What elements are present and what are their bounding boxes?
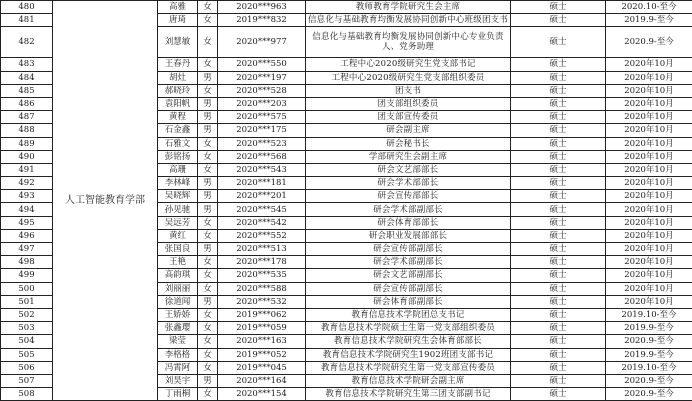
term: 2019.9-至今 <box>606 348 692 361</box>
degree: 硕士 <box>511 374 606 387</box>
gender: 女 <box>198 348 218 361</box>
position: 研会职业发展部部长 <box>306 229 511 242</box>
position: 研会宣传部副部长 <box>306 282 511 295</box>
student-name: 梁莹 <box>158 335 198 348</box>
term: 2020年10月 <box>606 163 692 176</box>
row-number: 481 <box>1 14 53 27</box>
student-name: 徐道闻 <box>158 295 198 308</box>
student-id: 2020***164 <box>218 374 306 387</box>
row-number: 487 <box>1 111 53 124</box>
term: 2020年10月 <box>606 150 692 163</box>
student-name: 彭铭扬 <box>158 150 198 163</box>
position: 教育信息技术学院团总支书记 <box>306 308 511 321</box>
row-number: 486 <box>1 97 53 110</box>
position: 研会体育部副部长 <box>306 295 511 308</box>
degree: 硕士 <box>511 256 606 269</box>
student-id: 2020***523 <box>218 137 306 150</box>
degree: 硕士 <box>511 216 606 229</box>
position: 研会学术部副部长 <box>306 256 511 269</box>
student-name: 刘丽丽 <box>158 282 198 295</box>
degree: 硕士 <box>511 322 606 335</box>
student-name: 冯霄阿 <box>158 361 198 374</box>
student-name: 高韵琪 <box>158 269 198 282</box>
gender: 女 <box>198 269 218 282</box>
position: 研会学术部副部长 <box>306 203 511 216</box>
gender: 男 <box>198 124 218 137</box>
gender: 女 <box>198 308 218 321</box>
gender: 女 <box>198 1 218 14</box>
position: 教育信息技术学院研究生第一党支部宣传委员 <box>306 361 511 374</box>
position: 研会宣传部部长 <box>306 190 511 203</box>
table-row <box>1 1 692 14</box>
term: 2020年10月 <box>606 84 692 97</box>
row-number: 501 <box>1 295 53 308</box>
row-number: 489 <box>1 137 53 150</box>
position: 研会副主席 <box>306 124 511 137</box>
gender: 女 <box>198 229 218 242</box>
student-id: 2019***059 <box>218 322 306 335</box>
degree: 硕士 <box>511 111 606 124</box>
student-id: 2020***963 <box>218 1 306 14</box>
row-number: 491 <box>1 163 53 176</box>
position: 信息化与基础教育均衡发展协同创新中心专业负责人、党务助理 <box>306 27 511 58</box>
term: 2020年10月 <box>606 256 692 269</box>
student-id: 2020***535 <box>218 269 306 282</box>
term: 2020年10月 <box>606 190 692 203</box>
student-name: 郝晓玲 <box>158 84 198 97</box>
term: 2020年10月 <box>606 124 692 137</box>
student-id: 2020***163 <box>218 335 306 348</box>
gender: 男 <box>198 295 218 308</box>
degree: 硕士 <box>511 150 606 163</box>
gender: 女 <box>198 216 218 229</box>
student-name: 丁雨桐 <box>158 388 198 401</box>
row-number: 505 <box>1 348 53 361</box>
term: 2020.9-至今 <box>606 388 692 401</box>
row-number: 493 <box>1 190 53 203</box>
gender: 男 <box>198 190 218 203</box>
row-number: 483 <box>1 58 53 71</box>
degree: 硕士 <box>511 177 606 190</box>
gender: 女 <box>198 58 218 71</box>
degree: 硕士 <box>511 308 606 321</box>
row-number: 495 <box>1 216 53 229</box>
student-id: 2020***201 <box>218 190 306 203</box>
position: 教育信息技术学院研究生第三团支部副书记 <box>306 388 511 401</box>
gender: 女 <box>198 163 218 176</box>
row-number: 485 <box>1 84 53 97</box>
row-number: 482 <box>1 27 53 58</box>
student-name: 高珊 <box>158 163 198 176</box>
row-number: 494 <box>1 203 53 216</box>
student-name: 王娇娇 <box>158 308 198 321</box>
degree: 硕士 <box>511 282 606 295</box>
student-id: 2020***552 <box>218 229 306 242</box>
degree: 硕士 <box>511 190 606 203</box>
student-name: 张鑫璎 <box>158 322 198 335</box>
degree: 硕士 <box>511 203 606 216</box>
student-name: 吴远芳 <box>158 216 198 229</box>
degree: 硕士 <box>511 348 606 361</box>
term: 2020.10-至今 <box>606 1 692 14</box>
student-name: 李格格 <box>158 348 198 361</box>
row-number: 503 <box>1 322 53 335</box>
student-name: 张国良 <box>158 243 198 256</box>
row-number: 480 <box>1 1 53 14</box>
department-cell: 人工智能教育学部 <box>53 1 158 401</box>
position: 研会体育部部长 <box>306 216 511 229</box>
student-id: 2020***154 <box>218 388 306 401</box>
term: 2020.9-至今 <box>606 335 692 348</box>
gender: 女 <box>198 322 218 335</box>
gender: 女 <box>198 14 218 27</box>
position: 研会文艺部副部长 <box>306 269 511 282</box>
position: 工程中心2020级研究生党支部组织委员 <box>306 71 511 84</box>
student-id: 2020***568 <box>218 150 306 163</box>
degree: 硕士 <box>511 71 606 84</box>
student-id: 2020***203 <box>218 97 306 110</box>
student-name: 黄红 <box>158 229 198 242</box>
row-number: 496 <box>1 229 53 242</box>
degree: 硕士 <box>511 243 606 256</box>
student-name: 高雅 <box>158 1 198 14</box>
term: 2019.10-至今 <box>606 308 692 321</box>
term: 2020年10月 <box>606 97 692 110</box>
term: 2020年10月 <box>606 111 692 124</box>
degree: 硕士 <box>511 84 606 97</box>
student-id: 2020***532 <box>218 295 306 308</box>
degree: 硕士 <box>511 124 606 137</box>
gender: 男 <box>198 111 218 124</box>
student-name: 王艳 <box>158 256 198 269</box>
row-number: 488 <box>1 124 53 137</box>
degree: 硕士 <box>511 14 606 27</box>
gender: 男 <box>198 177 218 190</box>
student-name: 石雅文 <box>158 137 198 150</box>
student-name: 刘慧敏 <box>158 27 198 58</box>
student-name: 石金鑫 <box>158 124 198 137</box>
term: 2020年10月 <box>606 58 692 71</box>
student-id: 2020***588 <box>218 282 306 295</box>
gender: 女 <box>198 282 218 295</box>
gender: 女 <box>198 137 218 150</box>
term: 2019.9-至今 <box>606 14 692 27</box>
gender: 女 <box>198 27 218 58</box>
student-name: 刘昊宇 <box>158 374 198 387</box>
position: 教育信息技术学院研究生会体育部部长 <box>306 335 511 348</box>
gender: 女 <box>198 84 218 97</box>
student-id: 2020***575 <box>218 111 306 124</box>
student-id: 2020***543 <box>218 163 306 176</box>
degree: 硕士 <box>511 97 606 110</box>
position: 团支部宣传委员 <box>306 111 511 124</box>
row-number: 507 <box>1 374 53 387</box>
position: 信息化与基础教育均衡发展协同创新中心班级团支书 <box>306 14 511 27</box>
degree: 硕士 <box>511 388 606 401</box>
gender: 女 <box>198 256 218 269</box>
student-id: 2020***175 <box>218 124 306 137</box>
student-name: 唐琦 <box>158 14 198 27</box>
student-id: 2020***513 <box>218 243 306 256</box>
degree: 硕士 <box>511 361 606 374</box>
term: 2020年10月 <box>606 229 692 242</box>
position: 工程中心2020级研究生党支部书记 <box>306 58 511 71</box>
student-id: 2019***062 <box>218 308 306 321</box>
gender: 男 <box>198 97 218 110</box>
gender: 女 <box>198 150 218 163</box>
row-number: 500 <box>1 282 53 295</box>
degree: 硕士 <box>511 1 606 14</box>
degree: 硕士 <box>511 229 606 242</box>
position: 教育信息技术学院硕士生第一党支部组织委员 <box>306 322 511 335</box>
degree: 硕士 <box>511 58 606 71</box>
position: 研会宣传部副部长 <box>306 243 511 256</box>
gender: 男 <box>198 374 218 387</box>
row-number: 497 <box>1 243 53 256</box>
student-id: 2019***052 <box>218 348 306 361</box>
row-number: 504 <box>1 335 53 348</box>
term: 2020年10月 <box>606 177 692 190</box>
row-number: 506 <box>1 361 53 374</box>
position: 教育信息技术学院研究生1902班团支部书记 <box>306 348 511 361</box>
student-name: 孙见驰 <box>158 203 198 216</box>
degree: 硕士 <box>511 269 606 282</box>
gender: 女 <box>198 335 218 348</box>
position: 研会秘书长 <box>306 137 511 150</box>
degree: 硕士 <box>511 295 606 308</box>
row-number: 498 <box>1 256 53 269</box>
student-name: 胡灶 <box>158 71 198 84</box>
student-name: 王春丹 <box>158 58 198 71</box>
term: 2020年10月 <box>606 203 692 216</box>
degree: 硕士 <box>511 27 606 58</box>
student-name: 袁阳帆 <box>158 97 198 110</box>
student-name: 吴晓辉 <box>158 190 198 203</box>
student-id: 2019***045 <box>218 361 306 374</box>
degree: 硕士 <box>511 335 606 348</box>
row-number: 490 <box>1 150 53 163</box>
term: 2020年10月 <box>606 243 692 256</box>
row-number: 508 <box>1 388 53 401</box>
term: 2020年10月 <box>606 269 692 282</box>
term: 2020年10月 <box>606 137 692 150</box>
row-number: 499 <box>1 269 53 282</box>
position: 团支部组织委员 <box>306 97 511 110</box>
term: 2020年10月 <box>606 71 692 84</box>
term: 2019.9-至今 <box>606 322 692 335</box>
row-number: 492 <box>1 177 53 190</box>
student-name: 黄程 <box>158 111 198 124</box>
student-id: 2020***545 <box>218 203 306 216</box>
student-id: 2020***197 <box>218 71 306 84</box>
position: 团支书 <box>306 84 511 97</box>
position: 教师教育学院研究生会主席 <box>306 1 511 14</box>
student-id: 2019***832 <box>218 14 306 27</box>
term: 2019.10-至今 <box>606 361 692 374</box>
position: 研会学术部部长 <box>306 177 511 190</box>
student-id: 2020***550 <box>218 58 306 71</box>
term: 2020.9-至今 <box>606 374 692 387</box>
gender: 女 <box>198 361 218 374</box>
gender: 男 <box>198 243 218 256</box>
student-id: 2020***542 <box>218 216 306 229</box>
term: 2020年10月 <box>606 282 692 295</box>
gender: 男 <box>198 203 218 216</box>
degree: 硕士 <box>511 163 606 176</box>
student-name: 李林峰 <box>158 177 198 190</box>
position: 研会文艺部部长 <box>306 163 511 176</box>
student-id: 2020***977 <box>218 27 306 58</box>
degree: 硕士 <box>511 137 606 150</box>
gender: 男 <box>198 71 218 84</box>
student-id: 2020***528 <box>218 84 306 97</box>
term: 2020年10月 <box>606 216 692 229</box>
term: 2020.9-至今 <box>606 27 692 58</box>
term: 2020年10月 <box>606 295 692 308</box>
student-id: 2020***178 <box>218 256 306 269</box>
student-id: 2020***181 <box>218 177 306 190</box>
gender: 女 <box>198 388 218 401</box>
position: 教育信息技术学院研会副主席 <box>306 374 511 387</box>
position: 学部研究生会副主席 <box>306 150 511 163</box>
row-number: 502 <box>1 308 53 321</box>
row-number: 484 <box>1 71 53 84</box>
